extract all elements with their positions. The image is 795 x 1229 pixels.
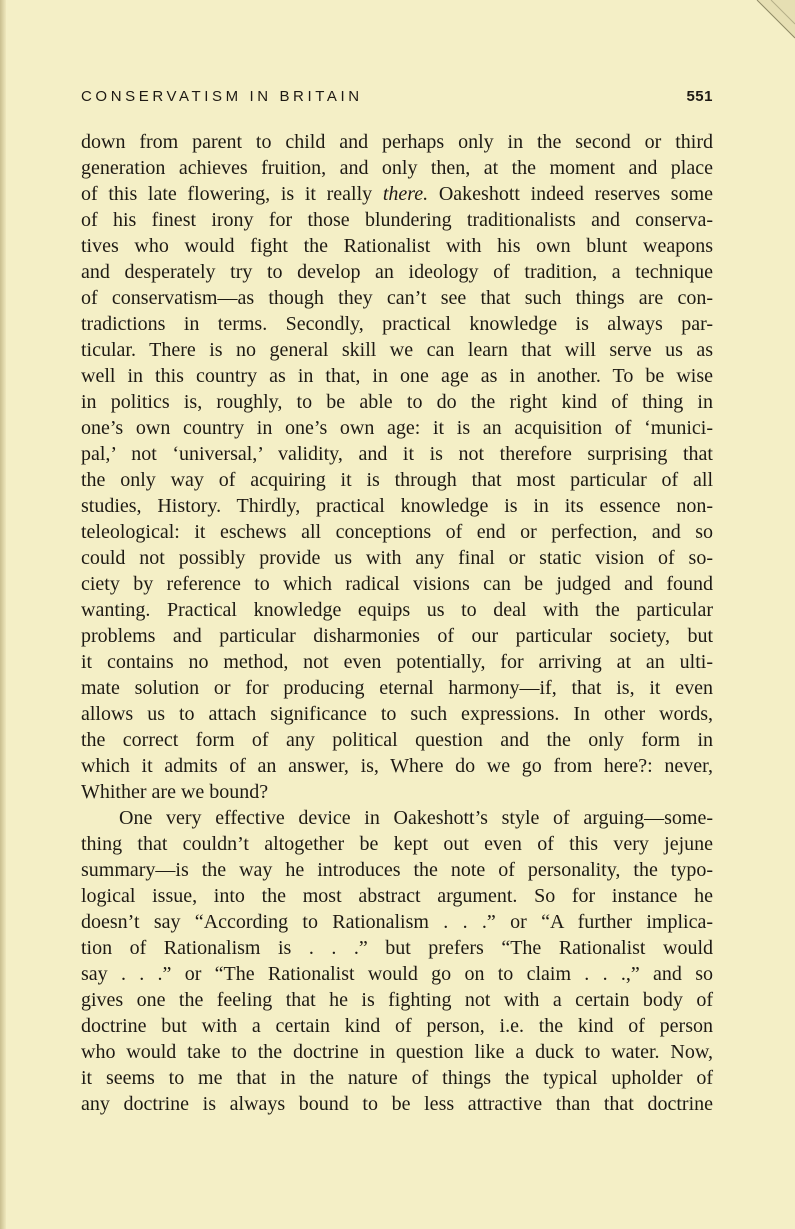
text-line: well in this country as in that, in one age as in another. To be wise: [81, 365, 713, 387]
text-line: tives who would fight the Rationalist with his own blunt weapons: [81, 235, 713, 257]
body-text: [81, 129, 713, 1117]
page-number: 551: [686, 88, 713, 105]
text-line: pal,’ not ‘universal,’ validity, and it is not therefore surprising that: [81, 443, 713, 465]
text-line: wanting. Practical knowledge equips us to deal with the particular: [81, 599, 713, 621]
text-line: mate solution or for producing eternal harmony—if, that is, it even: [81, 677, 713, 699]
text-line: doctrine but with a certain kind of person, i.e. the kind of person: [81, 1015, 713, 1037]
page-corner-fold-icon: [735, 0, 795, 60]
text-line: ciety by reference to which radical visions can be judged and found: [81, 573, 713, 595]
text-line: it contains no method, not even potentially, for arriving at an ulti-: [81, 651, 713, 673]
paragraph-start-line: One very effective device in Oakeshott’s style of arguing—some-: [119, 807, 713, 829]
text-segment: Oakeshott indeed reserves some: [438, 183, 713, 205]
page-header: [81, 88, 713, 112]
text-line: logical issue, into the most abstract argument. So for instance he: [81, 885, 713, 907]
text-line: who would take to the doctrine in question like a duck to water. Now,: [81, 1041, 713, 1063]
text-line: tion of Rationalism is . . .” but prefers “The Rationalist would: [81, 937, 713, 959]
text-line: tradictions in terms. Secondly, practical knowledge is always par-: [81, 313, 713, 335]
text-line: gives one the feeling that he is fighting not with a certain body of: [81, 989, 713, 1011]
text-line: summary—is the way he introduces the note of personality, the typo-: [81, 859, 713, 881]
text-line: generation achieves fruition, and only then, at the moment and place: [81, 157, 713, 179]
text-line: thing that couldn’t altogether be kept out even of this very jejune: [81, 833, 713, 855]
text-line: of conservatism—as though they can’t see that such things are con-: [81, 287, 713, 309]
text-line: of his finest irony for those blundering traditionalists and conserva-: [81, 209, 713, 231]
text-line: down from parent to child and perhaps only in the second or third: [81, 131, 713, 153]
text-line: and desperately try to develop an ideology of tradition, a technique: [81, 261, 713, 283]
text-line: allows us to attach significance to such expressions. In other words,: [81, 703, 713, 725]
text-line: the correct form of any political question and the only form in: [81, 729, 713, 751]
text-line: one’s own country in one’s own age: it is an acquisition of ‘munici-: [81, 417, 713, 439]
text-segment: of this late flowering, is it really: [81, 183, 373, 205]
book-spine-shadow: [0, 0, 6, 1229]
text-line: the only way of acquiring it is through that most particular of all: [81, 469, 713, 491]
text-line: teleological: it eschews all conceptions of end or perfection, and so: [81, 521, 713, 543]
text-line: doesn’t say “According to Rationalism . . .” or “A further implica-: [81, 911, 713, 933]
text-line: in politics is, roughly, to be able to do the right kind of thing in: [81, 391, 713, 413]
text-line: problems and particular disharmonies of our particular society, but: [81, 625, 713, 647]
text-line: studies, History. Thirdly, practical knowledge is in its essence non-: [81, 495, 713, 517]
text-line: [81, 181, 713, 207]
running-head: CONSERVATISM IN BRITAIN: [81, 88, 363, 105]
text-line: ticular. There is no general skill we can learn that will serve us as: [81, 339, 713, 361]
text-line: say . . .” or “The Rationalist would go on to claim . . .,” and so: [81, 963, 713, 985]
text-line: it seems to me that in the nature of things the typical upholder of: [81, 1067, 713, 1089]
italic-word: there.: [382, 183, 429, 205]
text-line: any doctrine is always bound to be less attractive than that doctrine: [81, 1093, 713, 1115]
text-line: could not possibly provide us with any final or static vision of so-: [81, 547, 713, 569]
paragraph-end-line: Whither are we bound?: [81, 781, 269, 803]
text-line: which it admits of an answer, is, Where do we go from here?: never,: [81, 755, 713, 777]
